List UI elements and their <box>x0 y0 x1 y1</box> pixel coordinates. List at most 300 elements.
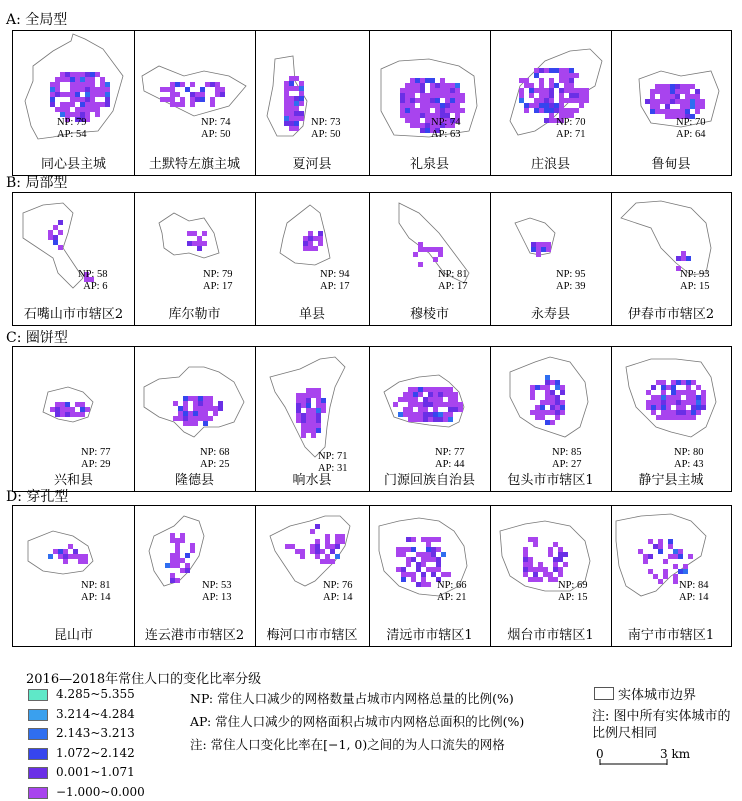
grid-cell <box>696 400 701 405</box>
grid-cell <box>433 407 438 412</box>
grid-cell <box>289 106 294 111</box>
grid-cell <box>701 395 706 400</box>
city-name: 土默特左旗主城 <box>148 157 240 172</box>
grid-cell <box>296 418 301 423</box>
legend-title: 2016—2018年常住人口的变化比率分级 <box>26 672 262 687</box>
grid-cell <box>200 97 205 102</box>
grid-cell <box>406 572 411 577</box>
grid-cell <box>400 113 405 118</box>
grid-cell <box>420 83 425 88</box>
grid-cell <box>549 103 554 108</box>
grid-cell <box>175 578 180 583</box>
grid-cell <box>55 407 60 412</box>
grid-cell <box>325 559 330 564</box>
grid-cell <box>448 412 453 417</box>
grid-cell <box>170 573 175 578</box>
grid-cell <box>411 577 416 582</box>
grid-cell <box>296 393 301 398</box>
grid-cell <box>681 256 686 261</box>
grid-cell <box>579 88 584 93</box>
np-value: NP: 95 <box>556 269 586 280</box>
city-panel <box>611 193 731 325</box>
grid-cell <box>531 242 536 247</box>
grid-cell <box>423 407 428 412</box>
grid-cell <box>530 390 535 395</box>
np-ap-stats <box>200 447 229 471</box>
grid-cell <box>645 99 650 104</box>
grid-cell <box>665 104 670 109</box>
grid-cell <box>701 405 706 410</box>
grid-cell <box>524 103 529 108</box>
grid-cell <box>340 539 345 544</box>
grid-cell <box>310 544 315 549</box>
grid-cell <box>410 113 415 118</box>
grid-cell <box>665 114 670 119</box>
grid-cell <box>190 92 195 97</box>
grid-cell <box>700 104 705 109</box>
grid-cell <box>540 410 545 415</box>
grid-cell <box>559 98 564 103</box>
grid-cell <box>421 557 426 562</box>
grid-cell <box>284 101 289 106</box>
np-value: NP: 53 <box>202 580 232 591</box>
np-value: NP: 84 <box>679 580 709 591</box>
grid-cell <box>524 108 529 113</box>
grid-cell <box>678 569 683 574</box>
grid-cell <box>289 111 294 116</box>
grid-cell <box>405 98 410 103</box>
grid-cell <box>183 396 188 401</box>
grid-cell <box>50 97 55 102</box>
grid-cell <box>303 246 308 251</box>
grid-cell <box>455 108 460 113</box>
grid-cell <box>58 554 63 559</box>
grid-cell <box>661 380 666 385</box>
grid-cell <box>416 552 421 557</box>
grid-cell <box>318 231 323 236</box>
grid-cell <box>210 82 215 87</box>
grid-cell <box>311 418 316 423</box>
grid-cell <box>65 102 70 107</box>
legend-swatch <box>28 787 48 799</box>
grid-cell <box>528 567 533 572</box>
city-panel <box>611 506 731 646</box>
grid-cell <box>55 82 60 87</box>
grid-cell <box>75 107 80 112</box>
grid-cell <box>410 108 415 113</box>
grid-cell <box>192 231 197 236</box>
grid-cell <box>408 402 413 407</box>
grid-cell <box>530 410 535 415</box>
grid-cell <box>433 402 438 407</box>
grid-cell <box>666 405 671 410</box>
grid-cell <box>553 562 558 567</box>
grid-cell <box>550 380 555 385</box>
grid-cell <box>90 102 95 107</box>
grid-cell <box>673 554 678 559</box>
grid-cell <box>421 572 426 577</box>
grid-cell <box>289 116 294 121</box>
grid-cell <box>676 405 681 410</box>
grid-cell <box>75 92 80 97</box>
grid-cell <box>440 93 445 98</box>
grid-cell <box>450 88 455 93</box>
grid-cell <box>95 72 100 77</box>
city-name: 门源回族自治县 <box>383 473 475 488</box>
grid-cell <box>58 220 63 225</box>
grid-cell <box>673 564 678 569</box>
grid-cell <box>668 544 673 549</box>
grid-cell <box>426 537 431 542</box>
np-ap-stats <box>552 447 581 471</box>
grid-cell <box>187 231 192 236</box>
grid-cell <box>544 118 549 123</box>
grid-cell <box>666 415 671 420</box>
np-value: NP: 74 <box>201 117 231 128</box>
grid-cell <box>160 97 165 102</box>
grid-cell <box>90 92 95 97</box>
grid-cell <box>95 92 100 97</box>
grid-cell <box>296 408 301 413</box>
grid-cell <box>535 410 540 415</box>
grid-cell <box>316 428 321 433</box>
grid-cell <box>541 247 546 252</box>
grid-cell <box>675 109 680 114</box>
np-ap-stats <box>81 447 110 471</box>
grid-cell <box>405 108 410 113</box>
grid-cell <box>455 93 460 98</box>
grid-cell <box>435 103 440 108</box>
grid-cell <box>658 549 663 554</box>
grid-cell <box>160 87 165 92</box>
grid-cell <box>539 78 544 83</box>
grid-cell <box>418 407 423 412</box>
grid-cell <box>60 102 65 107</box>
grid-cell <box>193 401 198 406</box>
city-map <box>369 31 490 155</box>
grid-cell <box>523 557 528 562</box>
grid-cell <box>545 390 550 395</box>
grid-cell <box>200 92 205 97</box>
grid-cell <box>415 123 420 128</box>
np-value: NP: 85 <box>552 447 582 458</box>
grid-cell <box>321 403 326 408</box>
boundary-label: 实体城市边界 <box>618 688 697 703</box>
grid-cell <box>294 106 299 111</box>
grid-cell <box>648 569 653 574</box>
grid-cell <box>661 410 666 415</box>
grid-cell <box>670 99 675 104</box>
grid-cell <box>175 102 180 107</box>
grid-cell <box>656 395 661 400</box>
grid-cell <box>533 537 538 542</box>
grid-cell <box>303 236 308 241</box>
grid-cell <box>544 93 549 98</box>
np-ap-stats <box>202 580 231 604</box>
grid-cell <box>539 103 544 108</box>
city-panel <box>255 193 370 325</box>
grid-cell <box>190 97 195 102</box>
grid-cell <box>315 539 320 544</box>
grid-cell <box>564 88 569 93</box>
grid-cell <box>411 547 416 552</box>
grid-cell <box>78 559 83 564</box>
grid-cell <box>660 109 665 114</box>
grid-cell <box>666 395 671 400</box>
grid-cell <box>666 385 671 390</box>
grid-cell <box>665 94 670 99</box>
grid-cell <box>448 392 453 397</box>
grid-cell <box>441 552 446 557</box>
grid-cell <box>650 104 655 109</box>
grid-cell <box>48 235 53 240</box>
grid-cell <box>455 98 460 103</box>
grid-cell <box>448 417 453 422</box>
grid-cell <box>190 102 195 107</box>
ap-value: AP: 13 <box>202 592 232 603</box>
grid-cell <box>400 88 405 93</box>
legend-label: 1.072~2.142 <box>56 745 135 760</box>
grid-cell <box>430 88 435 93</box>
ap-value: AP: 15 <box>680 281 710 292</box>
grid-cell <box>425 98 430 103</box>
grid-cell <box>413 397 418 402</box>
grid-cell <box>661 385 666 390</box>
grid-cell <box>686 400 691 405</box>
city-panel <box>490 193 612 325</box>
grid-cell <box>310 549 315 554</box>
grid-cell <box>175 82 180 87</box>
grid-cell <box>431 552 436 557</box>
grid-cell <box>670 89 675 94</box>
grid-cell <box>428 247 433 252</box>
grid-cell <box>680 89 685 94</box>
grid-cell <box>308 231 313 236</box>
np-ap-stats <box>558 580 587 604</box>
grid-cell <box>284 116 289 121</box>
grid-cell <box>690 94 695 99</box>
grid-cell <box>445 88 450 93</box>
grid-cell <box>415 108 420 113</box>
grid-cell <box>676 400 681 405</box>
grid-cell <box>330 544 335 549</box>
grid-cell <box>398 397 403 402</box>
grid-cell <box>190 548 195 553</box>
grid-cell <box>660 99 665 104</box>
grid-cell <box>430 103 435 108</box>
grid-cell <box>460 98 465 103</box>
grid-cell <box>105 92 110 97</box>
grid-cell <box>406 537 411 542</box>
grid-cell <box>400 103 405 108</box>
grid-cell <box>426 552 431 557</box>
city-panel <box>134 31 256 175</box>
grid-cell <box>453 402 458 407</box>
grid-cell <box>558 552 563 557</box>
grid-cell <box>301 418 306 423</box>
city-panel <box>255 506 370 646</box>
grid-cell <box>80 102 85 107</box>
np-value: NP: 70 <box>556 117 586 128</box>
grid-cell <box>554 83 559 88</box>
grid-cell <box>675 94 680 99</box>
ap-value: AP: 44 <box>435 459 465 470</box>
grid-cell <box>428 417 433 422</box>
np-ap-stats <box>680 269 709 293</box>
grid-cell <box>284 96 289 101</box>
grid-cell <box>550 410 555 415</box>
grid-cell <box>650 109 655 114</box>
grid-cell <box>220 87 225 92</box>
grid-cell <box>289 96 294 101</box>
grid-cell <box>90 97 95 102</box>
city-name: 昆山市 <box>53 628 93 643</box>
grid-cell <box>438 252 443 257</box>
section-title: B: 局部型 <box>6 175 68 191</box>
grid-cell <box>545 395 550 400</box>
grid-cell <box>544 68 549 73</box>
grid-cell <box>691 390 696 395</box>
grid-cell <box>569 88 574 93</box>
grid-cell <box>80 82 85 87</box>
grid-cell <box>294 86 299 91</box>
np-value: NP: 71 <box>318 451 348 462</box>
grid-cell <box>215 82 220 87</box>
grid-cell <box>50 87 55 92</box>
grid-cell <box>289 81 294 86</box>
grid-cell <box>688 554 693 559</box>
grid-cell <box>100 77 105 82</box>
grid-cell <box>95 107 100 112</box>
legend-label: 4.285~5.355 <box>56 687 135 701</box>
city-map <box>255 193 369 305</box>
grid-cell <box>53 235 58 240</box>
grid-cell <box>428 387 433 392</box>
legend-label: 0.001~1.071 <box>56 765 135 779</box>
grid-cell <box>75 87 80 92</box>
grid-cell <box>418 417 423 422</box>
grid-cell <box>443 402 448 407</box>
grid-cell <box>676 390 681 395</box>
grid-cell <box>63 559 68 564</box>
grid-cell <box>60 407 65 412</box>
grid-cell <box>400 93 405 98</box>
grid-cell <box>308 241 313 246</box>
grid-cell <box>564 83 569 88</box>
grid-cell <box>545 400 550 405</box>
grid-cell <box>555 385 560 390</box>
panel-row <box>12 346 732 492</box>
grid-cell <box>455 103 460 108</box>
grid-cell <box>569 78 574 83</box>
grid-cell <box>543 572 548 577</box>
np-ap-stats <box>437 580 466 604</box>
grid-cell <box>413 402 418 407</box>
grid-cell <box>425 108 430 113</box>
grid-cell <box>294 76 299 81</box>
grid-cell <box>90 72 95 77</box>
grid-cell <box>563 552 568 557</box>
grid-cell <box>540 405 545 410</box>
city-map <box>369 347 490 471</box>
grid-cell <box>545 380 550 385</box>
scale-note: 注: 图中所有实体城市的比例尺相同 <box>592 709 731 741</box>
city-panel <box>490 31 612 175</box>
grid-cell <box>443 412 448 417</box>
grid-cell <box>574 93 579 98</box>
grid-cell <box>200 87 205 92</box>
grid-cell <box>185 568 190 573</box>
grid-cell <box>410 88 415 93</box>
grid-cell <box>523 572 528 577</box>
np-value: NP: 79 <box>203 269 233 280</box>
grid-cell <box>425 118 430 123</box>
np-ap-stats <box>311 117 340 141</box>
legend-swatch <box>28 748 48 760</box>
grid-cell <box>170 97 175 102</box>
grid-cell <box>403 407 408 412</box>
grid-cell <box>416 582 421 587</box>
ap-value: AP: 25 <box>200 459 230 470</box>
grid-cell <box>202 231 207 236</box>
grid-cell <box>438 247 443 252</box>
grid-cell <box>549 113 554 118</box>
grid-cell <box>299 86 304 91</box>
grid-cell <box>569 93 574 98</box>
grid-cell <box>425 93 430 98</box>
grid-cell <box>405 113 410 118</box>
grid-cell <box>651 410 656 415</box>
grid-cell <box>678 549 683 554</box>
grid-cell <box>175 538 180 543</box>
grid-cell <box>203 406 208 411</box>
grid-cell <box>170 578 175 583</box>
city-boundary <box>23 203 83 288</box>
grid-cell <box>306 398 311 403</box>
grid-cell <box>701 390 706 395</box>
grid-cell <box>215 92 220 97</box>
grid-cell <box>175 548 180 553</box>
grid-cell <box>70 97 75 102</box>
grid-cell <box>301 393 306 398</box>
grid-cell <box>450 93 455 98</box>
grid-cell <box>403 392 408 397</box>
grid-cell <box>676 395 681 400</box>
city-map <box>255 347 369 471</box>
city-map <box>134 347 255 471</box>
grid-cell <box>418 412 423 417</box>
grid-cell <box>198 401 203 406</box>
city-name: 穆棱市 <box>409 307 449 322</box>
grid-cell <box>436 562 441 567</box>
grid-cell <box>691 395 696 400</box>
grid-cell <box>311 433 316 438</box>
grid-cell <box>560 390 565 395</box>
np-ap-stats <box>676 117 705 141</box>
grid-cell <box>60 402 65 407</box>
grid-cell <box>528 577 533 582</box>
city-name: 礼泉县 <box>409 157 449 172</box>
grid-cell <box>433 417 438 422</box>
grid-cell <box>696 405 701 410</box>
grid-cell <box>544 98 549 103</box>
grid-cell <box>308 236 313 241</box>
grid-cell <box>448 407 453 412</box>
grid-cell <box>310 529 315 534</box>
np-value: NP: 69 <box>558 580 588 591</box>
grid-cell <box>430 93 435 98</box>
grid-cell <box>529 88 534 93</box>
